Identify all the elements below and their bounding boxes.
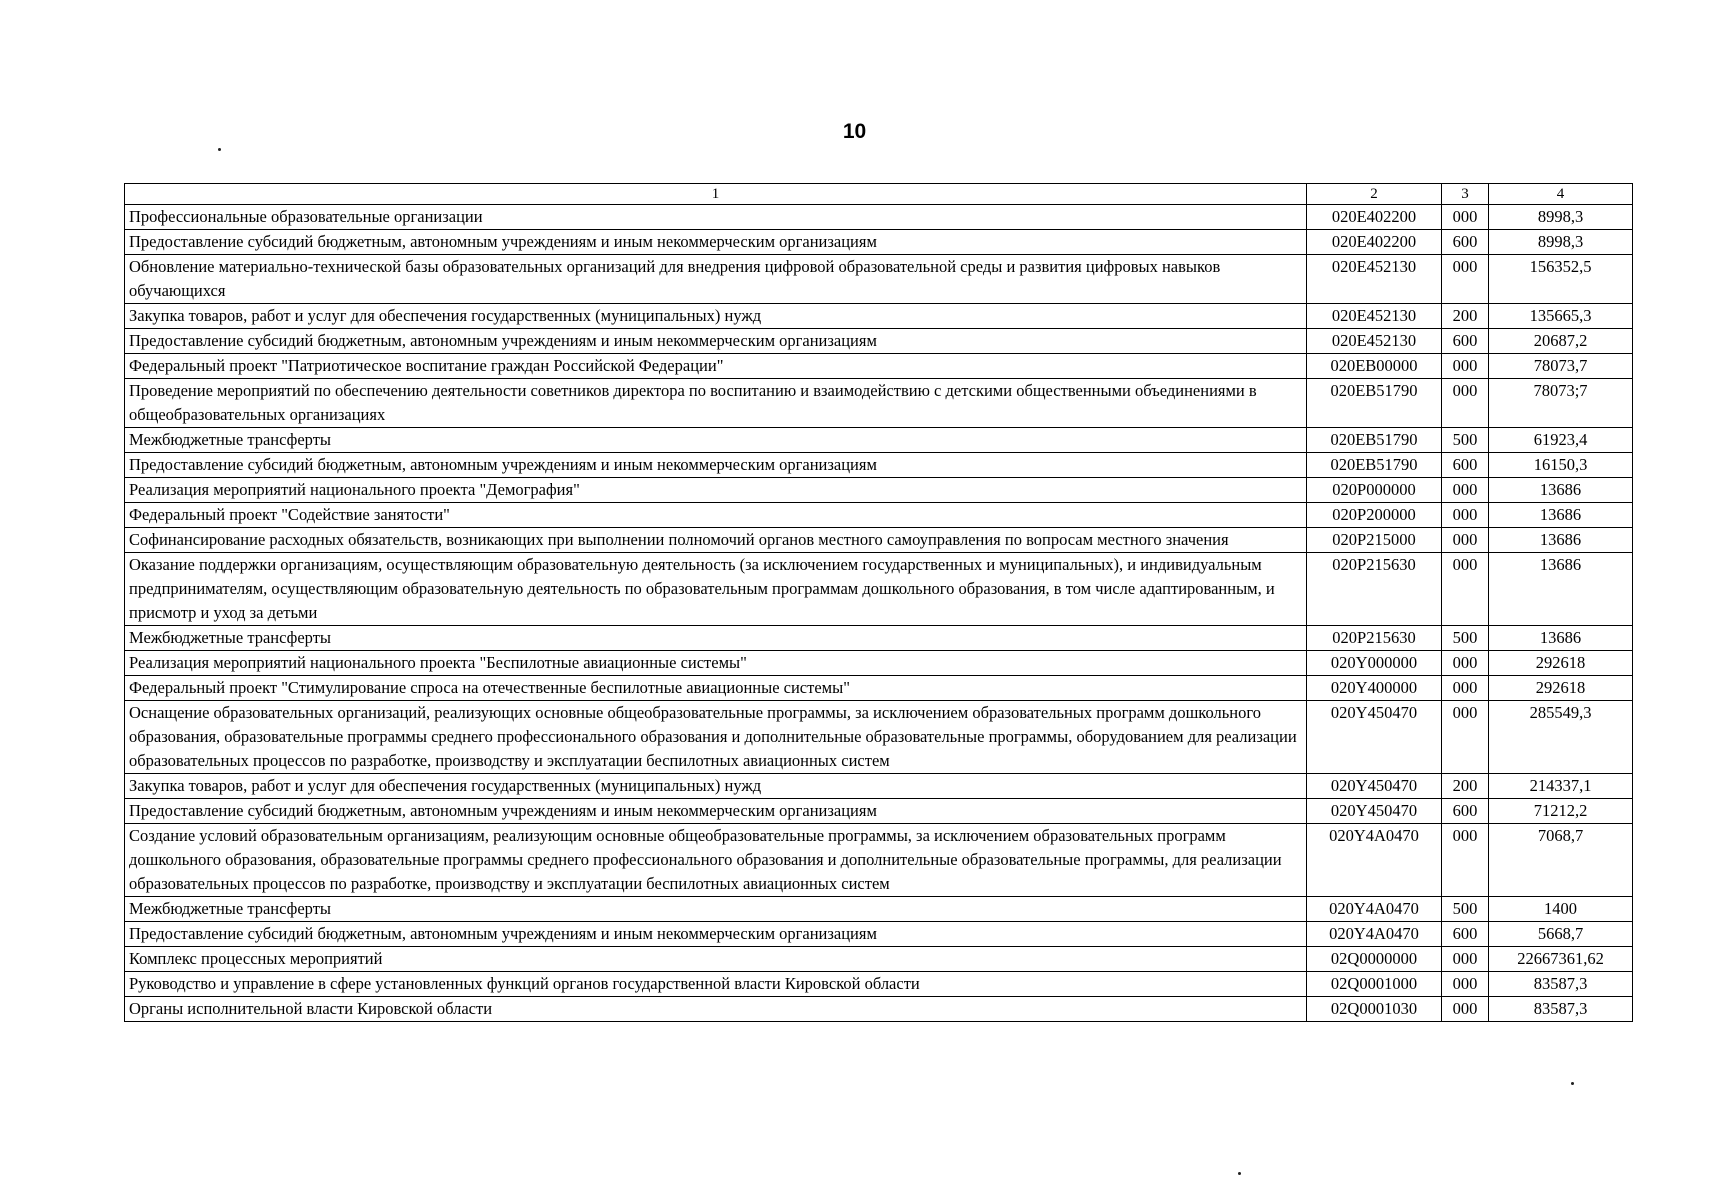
row-code-cell: 020Y400000 <box>1307 676 1442 701</box>
table-row <box>125 304 1633 329</box>
row-code-cell: 02Q0001000 <box>1307 972 1442 997</box>
row-code-cell: 020E452130 <box>1307 329 1442 354</box>
table-row <box>125 453 1633 478</box>
row-code-cell: 020E402200 <box>1307 230 1442 255</box>
row-name-cell: Оснащение образовательных организаций, реализующих основные общеобразовательные программы, за исключением образовательных программ дошкольного образования, образовательные программы среднего профессионального образования и дополнительные образовательные программы, оборудованием для реализации образовательных процессов по разработке, производству и эксплуатации беспилотных авиационных систем <box>125 701 1307 774</box>
row-amount-cell: 13686 <box>1489 553 1633 626</box>
row-type-cell: 200 <box>1442 774 1489 799</box>
row-name-cell: Органы исполнительной власти Кировской области <box>125 997 1307 1022</box>
table-row <box>125 922 1633 947</box>
row-amount-cell: 22667361,62 <box>1489 947 1633 972</box>
row-name-cell: Межбюджетные трансферты <box>125 626 1307 651</box>
row-name-cell: Предоставление субсидий бюджетным, автономным учреждениям и иным некоммерческим организациям <box>125 453 1307 478</box>
budget-table-container <box>124 183 1632 1022</box>
row-amount-cell: 61923,4 <box>1489 428 1633 453</box>
header-col-1: 1 <box>125 184 1307 205</box>
budget-table <box>124 183 1633 1022</box>
table-row <box>125 824 1633 897</box>
scan-speck <box>1571 1082 1574 1085</box>
row-type-cell: 000 <box>1442 354 1489 379</box>
row-amount-cell: 13686 <box>1489 478 1633 503</box>
row-type-cell: 600 <box>1442 329 1489 354</box>
row-amount-cell: 83587,3 <box>1489 997 1633 1022</box>
row-type-cell: 600 <box>1442 453 1489 478</box>
row-amount-cell: 292618 <box>1489 676 1633 701</box>
row-amount-cell: 135665,3 <box>1489 304 1633 329</box>
scan-speck <box>1238 1172 1241 1175</box>
row-code-cell: 020E452130 <box>1307 304 1442 329</box>
header-col-4: 4 <box>1489 184 1633 205</box>
row-name-cell: Обновление материально-технической базы образовательных организаций для внедрения цифровой образовательной среды и развития цифровых навыков обучающихся <box>125 255 1307 304</box>
row-name-cell: Создание условий образовательным организациям, реализующим основные общеобразовательные программы, за исключением образовательных программ дошкольного образования, образовательные программы среднего профессионального образования и дополнительные образовательные программы, для реализации образовательных процессов по разработке, производству и эксплуатации беспилотных авиационных систем <box>125 824 1307 897</box>
header-col-3: 3 <box>1442 184 1489 205</box>
row-name-cell: Предоставление субсидий бюджетным, автономным учреждениям и иным некоммерческим организациям <box>125 329 1307 354</box>
row-name-cell: Софинансирование расходных обязательств, возникающих при выполнении полномочий органов местного самоуправления по вопросам местного значения <box>125 528 1307 553</box>
header-col-2: 2 <box>1307 184 1442 205</box>
row-type-cell: 000 <box>1442 553 1489 626</box>
row-amount-cell: 285549,3 <box>1489 701 1633 774</box>
table-row <box>125 897 1633 922</box>
row-code-cell: 020Y450470 <box>1307 701 1442 774</box>
row-type-cell: 000 <box>1442 997 1489 1022</box>
row-code-cell: 020P215630 <box>1307 553 1442 626</box>
table-row <box>125 651 1633 676</box>
row-type-cell: 000 <box>1442 528 1489 553</box>
row-code-cell: 020E402200 <box>1307 205 1442 230</box>
table-row <box>125 626 1633 651</box>
row-code-cell: 020Y450470 <box>1307 799 1442 824</box>
row-name-cell: Реализация мероприятий национального проекта "Беспилотные авиационные системы" <box>125 651 1307 676</box>
row-name-cell: Федеральный проект "Патриотическое воспитание граждан Российской Федерации" <box>125 354 1307 379</box>
row-amount-cell: 5668,7 <box>1489 922 1633 947</box>
row-amount-cell: 7068,7 <box>1489 824 1633 897</box>
row-name-cell: Предоставление субсидий бюджетным, автономным учреждениям и иным некоммерческим организациям <box>125 922 1307 947</box>
row-code-cell: 020Y000000 <box>1307 651 1442 676</box>
row-type-cell: 000 <box>1442 824 1489 897</box>
row-code-cell: 020Y4A0470 <box>1307 897 1442 922</box>
row-amount-cell: 16150,3 <box>1489 453 1633 478</box>
table-row <box>125 329 1633 354</box>
row-type-cell: 600 <box>1442 922 1489 947</box>
table-header-row <box>125 184 1633 205</box>
row-type-cell: 000 <box>1442 972 1489 997</box>
row-name-cell: Межбюджетные трансферты <box>125 428 1307 453</box>
row-name-cell: Закупка товаров, работ и услуг для обеспечения государственных (муниципальных) нужд <box>125 304 1307 329</box>
table-row <box>125 428 1633 453</box>
table-row <box>125 774 1633 799</box>
row-name-cell: Оказание поддержки организациям, осуществляющим образовательную деятельность (за исключением государственных и муниципальных), и индивидуальным предпринимателям, осуществляющим образовательную деятельность по образовательным программам дошкольного образования, в том числе адаптированным, и присмотр и уход за детьми <box>125 553 1307 626</box>
row-name-cell: Федеральный проект "Стимулирование спроса на отечественные беспилотные авиационные системы" <box>125 676 1307 701</box>
row-type-cell: 600 <box>1442 799 1489 824</box>
table-row <box>125 354 1633 379</box>
row-name-cell: Федеральный проект "Содействие занятости" <box>125 503 1307 528</box>
row-type-cell: 500 <box>1442 626 1489 651</box>
row-code-cell: 020EB51790 <box>1307 428 1442 453</box>
row-code-cell: 020Y4A0470 <box>1307 824 1442 897</box>
row-type-cell: 000 <box>1442 947 1489 972</box>
table-row <box>125 676 1633 701</box>
row-type-cell: 600 <box>1442 230 1489 255</box>
row-name-cell: Проведение мероприятий по обеспечению деятельности советников директора по воспитанию и взаимодействию с детскими общественными объединениями в общеобразовательных организациях <box>125 379 1307 428</box>
row-amount-cell: 214337,1 <box>1489 774 1633 799</box>
row-amount-cell: 8998,3 <box>1489 205 1633 230</box>
row-amount-cell: 292618 <box>1489 651 1633 676</box>
row-code-cell: 020E452130 <box>1307 255 1442 304</box>
table-row <box>125 230 1633 255</box>
row-type-cell: 000 <box>1442 379 1489 428</box>
row-type-cell: 000 <box>1442 676 1489 701</box>
table-row <box>125 503 1633 528</box>
row-type-cell: 200 <box>1442 304 1489 329</box>
row-amount-cell: 8998,3 <box>1489 230 1633 255</box>
row-code-cell: 020EB00000 <box>1307 354 1442 379</box>
table-row <box>125 478 1633 503</box>
row-type-cell: 000 <box>1442 478 1489 503</box>
row-name-cell: Реализация мероприятий национального проекта "Демография" <box>125 478 1307 503</box>
page-number: 10 <box>842 120 867 143</box>
row-amount-cell: 71212,2 <box>1489 799 1633 824</box>
row-amount-cell: 1400 <box>1489 897 1633 922</box>
row-code-cell: 02Q0001030 <box>1307 997 1442 1022</box>
row-type-cell: 500 <box>1442 897 1489 922</box>
row-amount-cell: 83587,3 <box>1489 972 1633 997</box>
row-type-cell: 000 <box>1442 205 1489 230</box>
row-name-cell: Профессиональные образовательные организации <box>125 205 1307 230</box>
row-amount-cell: 20687,2 <box>1489 329 1633 354</box>
row-amount-cell: 13686 <box>1489 528 1633 553</box>
row-code-cell: 020Y4A0470 <box>1307 922 1442 947</box>
table-row <box>125 528 1633 553</box>
table-row <box>125 379 1633 428</box>
row-code-cell: 020P215000 <box>1307 528 1442 553</box>
row-type-cell: 500 <box>1442 428 1489 453</box>
table-row <box>125 701 1633 774</box>
row-type-cell: 000 <box>1442 255 1489 304</box>
row-code-cell: 020P200000 <box>1307 503 1442 528</box>
row-amount-cell: 13686 <box>1489 626 1633 651</box>
row-type-cell: 000 <box>1442 701 1489 774</box>
row-amount-cell: 156352,5 <box>1489 255 1633 304</box>
budget-table-body <box>125 184 1633 1022</box>
table-row <box>125 972 1633 997</box>
row-code-cell: 020P000000 <box>1307 478 1442 503</box>
table-row <box>125 255 1633 304</box>
row-name-cell: Предоставление субсидий бюджетным, автономным учреждениям и иным некоммерческим организациям <box>125 799 1307 824</box>
row-type-cell: 000 <box>1442 503 1489 528</box>
row-code-cell: 020EB51790 <box>1307 379 1442 428</box>
table-row <box>125 553 1633 626</box>
row-name-cell: Межбюджетные трансферты <box>125 897 1307 922</box>
scan-speck <box>218 148 221 151</box>
row-amount-cell: 78073,7 <box>1489 354 1633 379</box>
row-name-cell: Предоставление субсидий бюджетным, автономным учреждениям и иным некоммерческим организациям <box>125 230 1307 255</box>
row-name-cell: Закупка товаров, работ и услуг для обеспечения государственных (муниципальных) нужд <box>125 774 1307 799</box>
row-name-cell: Руководство и управление в сфере установленных функций органов государственной власти Кировской области <box>125 972 1307 997</box>
table-row <box>125 997 1633 1022</box>
table-row <box>125 947 1633 972</box>
row-code-cell: 020Y450470 <box>1307 774 1442 799</box>
table-row <box>125 205 1633 230</box>
row-code-cell: 02Q0000000 <box>1307 947 1442 972</box>
row-code-cell: 020EB51790 <box>1307 453 1442 478</box>
row-amount-cell: 13686 <box>1489 503 1633 528</box>
table-row <box>125 799 1633 824</box>
row-name-cell: Комплекс процессных мероприятий <box>125 947 1307 972</box>
row-code-cell: 020P215630 <box>1307 626 1442 651</box>
row-amount-cell: 78073;7 <box>1489 379 1633 428</box>
row-type-cell: 000 <box>1442 651 1489 676</box>
